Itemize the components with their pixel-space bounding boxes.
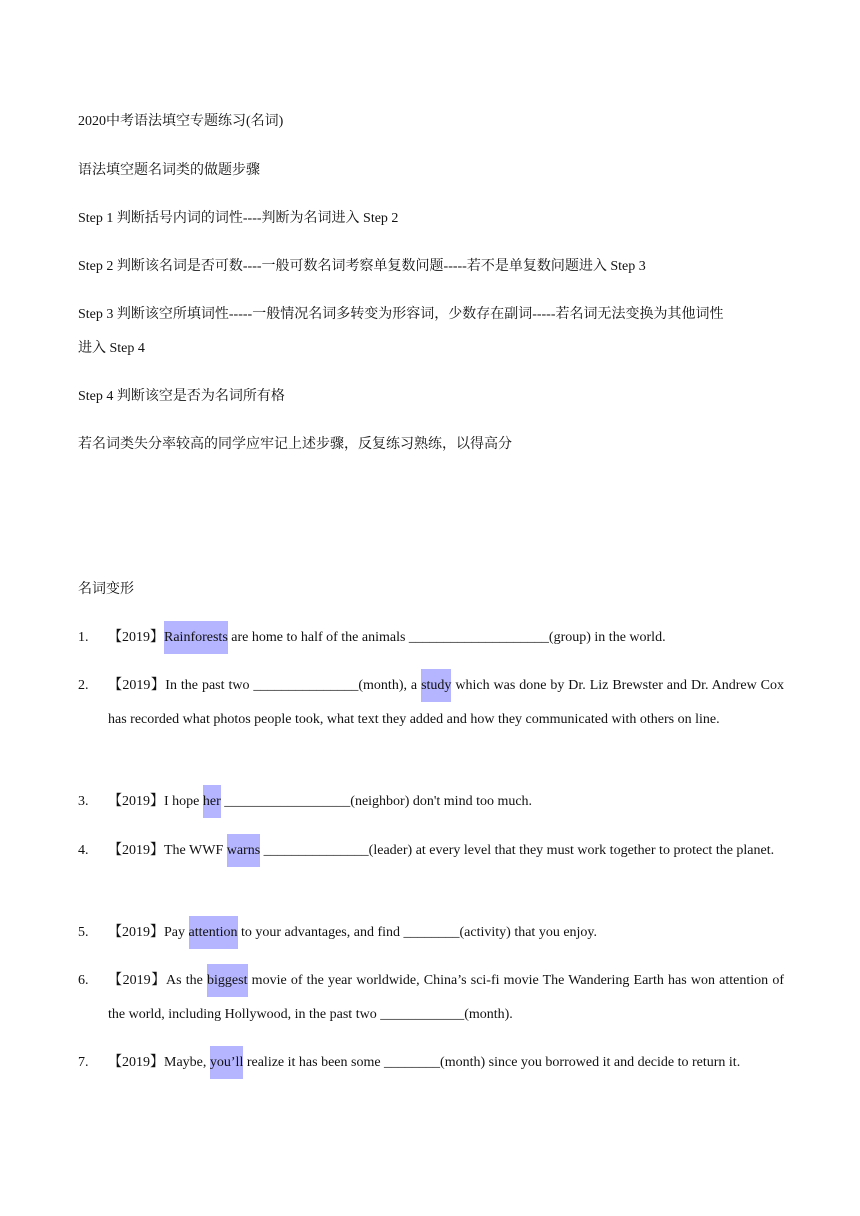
item-suffix: are home to half of the animals ____________________(group) in the world. xyxy=(227,630,666,645)
item-prefix: 【2019】 xyxy=(108,630,164,645)
exercise-item xyxy=(78,923,784,950)
item-prefix: 【2019】I hope xyxy=(108,794,203,809)
step-2: Step 2 判断该名词是否可数----一般可数名词考察单复数问题-----若不是单复数问题进入 Step 3 xyxy=(78,259,646,274)
item-prefix: 【2019】In the past two _______________(month), a xyxy=(108,678,422,693)
item-suffix: movie of the year worldwide, China’s sci-fi movie The Wandering Earth has won attention of the world, including Hollywood, in the past two ____________(month). xyxy=(108,973,784,1022)
item-text xyxy=(108,834,784,868)
step-3-line-1: Step 3 判断该空所填词性-----一般情况名词多转变为形容词，少数存在副词-----若名词无法变换为其他词性 xyxy=(78,307,724,322)
highlighted-word: warns xyxy=(227,834,260,867)
item-suffix: _______________(leader) at every level that they must work together to protect the planet. xyxy=(260,843,775,858)
step-1: Step 1 判断括号内词的词性----判断为名词进入 Step 2 xyxy=(78,211,399,226)
item-number: 3. xyxy=(78,794,89,809)
item-number: 7. xyxy=(78,1055,89,1070)
item-suffix: realize it has been some ________(month) since you borrowed it and decide to return it. xyxy=(243,1055,741,1070)
exercise-item xyxy=(78,1053,784,1080)
item-prefix: 【2019】Maybe, xyxy=(108,1055,210,1070)
item-text xyxy=(108,1046,784,1080)
item-text xyxy=(108,964,784,1032)
item-number: 4. xyxy=(78,843,89,858)
item-number: 5. xyxy=(78,925,89,940)
exercise-item xyxy=(78,971,784,1032)
highlighted-word: her xyxy=(203,785,221,818)
highlighted-word: biggest xyxy=(207,964,247,997)
item-number: 6. xyxy=(78,973,89,988)
item-number: 2. xyxy=(78,678,89,693)
item-prefix: 【2019】Pay xyxy=(108,925,189,940)
exercise-item xyxy=(78,792,784,819)
item-text xyxy=(108,621,784,655)
steps-heading: 语法填空题名词类的做题步骤 xyxy=(78,163,260,178)
highlighted-word: Rainforests xyxy=(164,621,228,654)
step-3-line-2: 进入 Step 4 xyxy=(78,341,145,356)
item-text xyxy=(108,785,784,819)
item-prefix: 【2019】The WWF xyxy=(108,843,227,858)
item-number: 1. xyxy=(78,630,89,645)
highlighted-word: you’ll xyxy=(210,1046,243,1079)
section-title: 名词变形 xyxy=(78,582,134,597)
advice-text: 若名词类失分率较高的同学应牢记上述步骤，反复练习熟练，以得高分 xyxy=(78,437,512,452)
exercise-item xyxy=(78,676,784,737)
item-prefix: 【2019】As the xyxy=(108,973,208,988)
page-title: 2020中考语法填空专题练习(名词) xyxy=(78,114,284,129)
item-suffix: which was done by Dr. Liz Brewster and Dr. Andrew Cox has recorded what photos people took, what text they added and how they communicated with others on line. xyxy=(108,678,784,727)
item-suffix: __________________(neighbor) don't mind too much. xyxy=(220,794,533,809)
item-text xyxy=(108,916,784,950)
item-suffix: to your advantages, and find ________(activity) that you enjoy. xyxy=(237,925,598,940)
exercise-item xyxy=(78,628,784,655)
exercise-item xyxy=(78,841,784,868)
step-4: Step 4 判断该空是否为名词所有格 xyxy=(78,389,285,404)
item-text xyxy=(108,669,784,737)
highlighted-word: study xyxy=(421,669,451,702)
highlighted-word: attention xyxy=(189,916,238,949)
